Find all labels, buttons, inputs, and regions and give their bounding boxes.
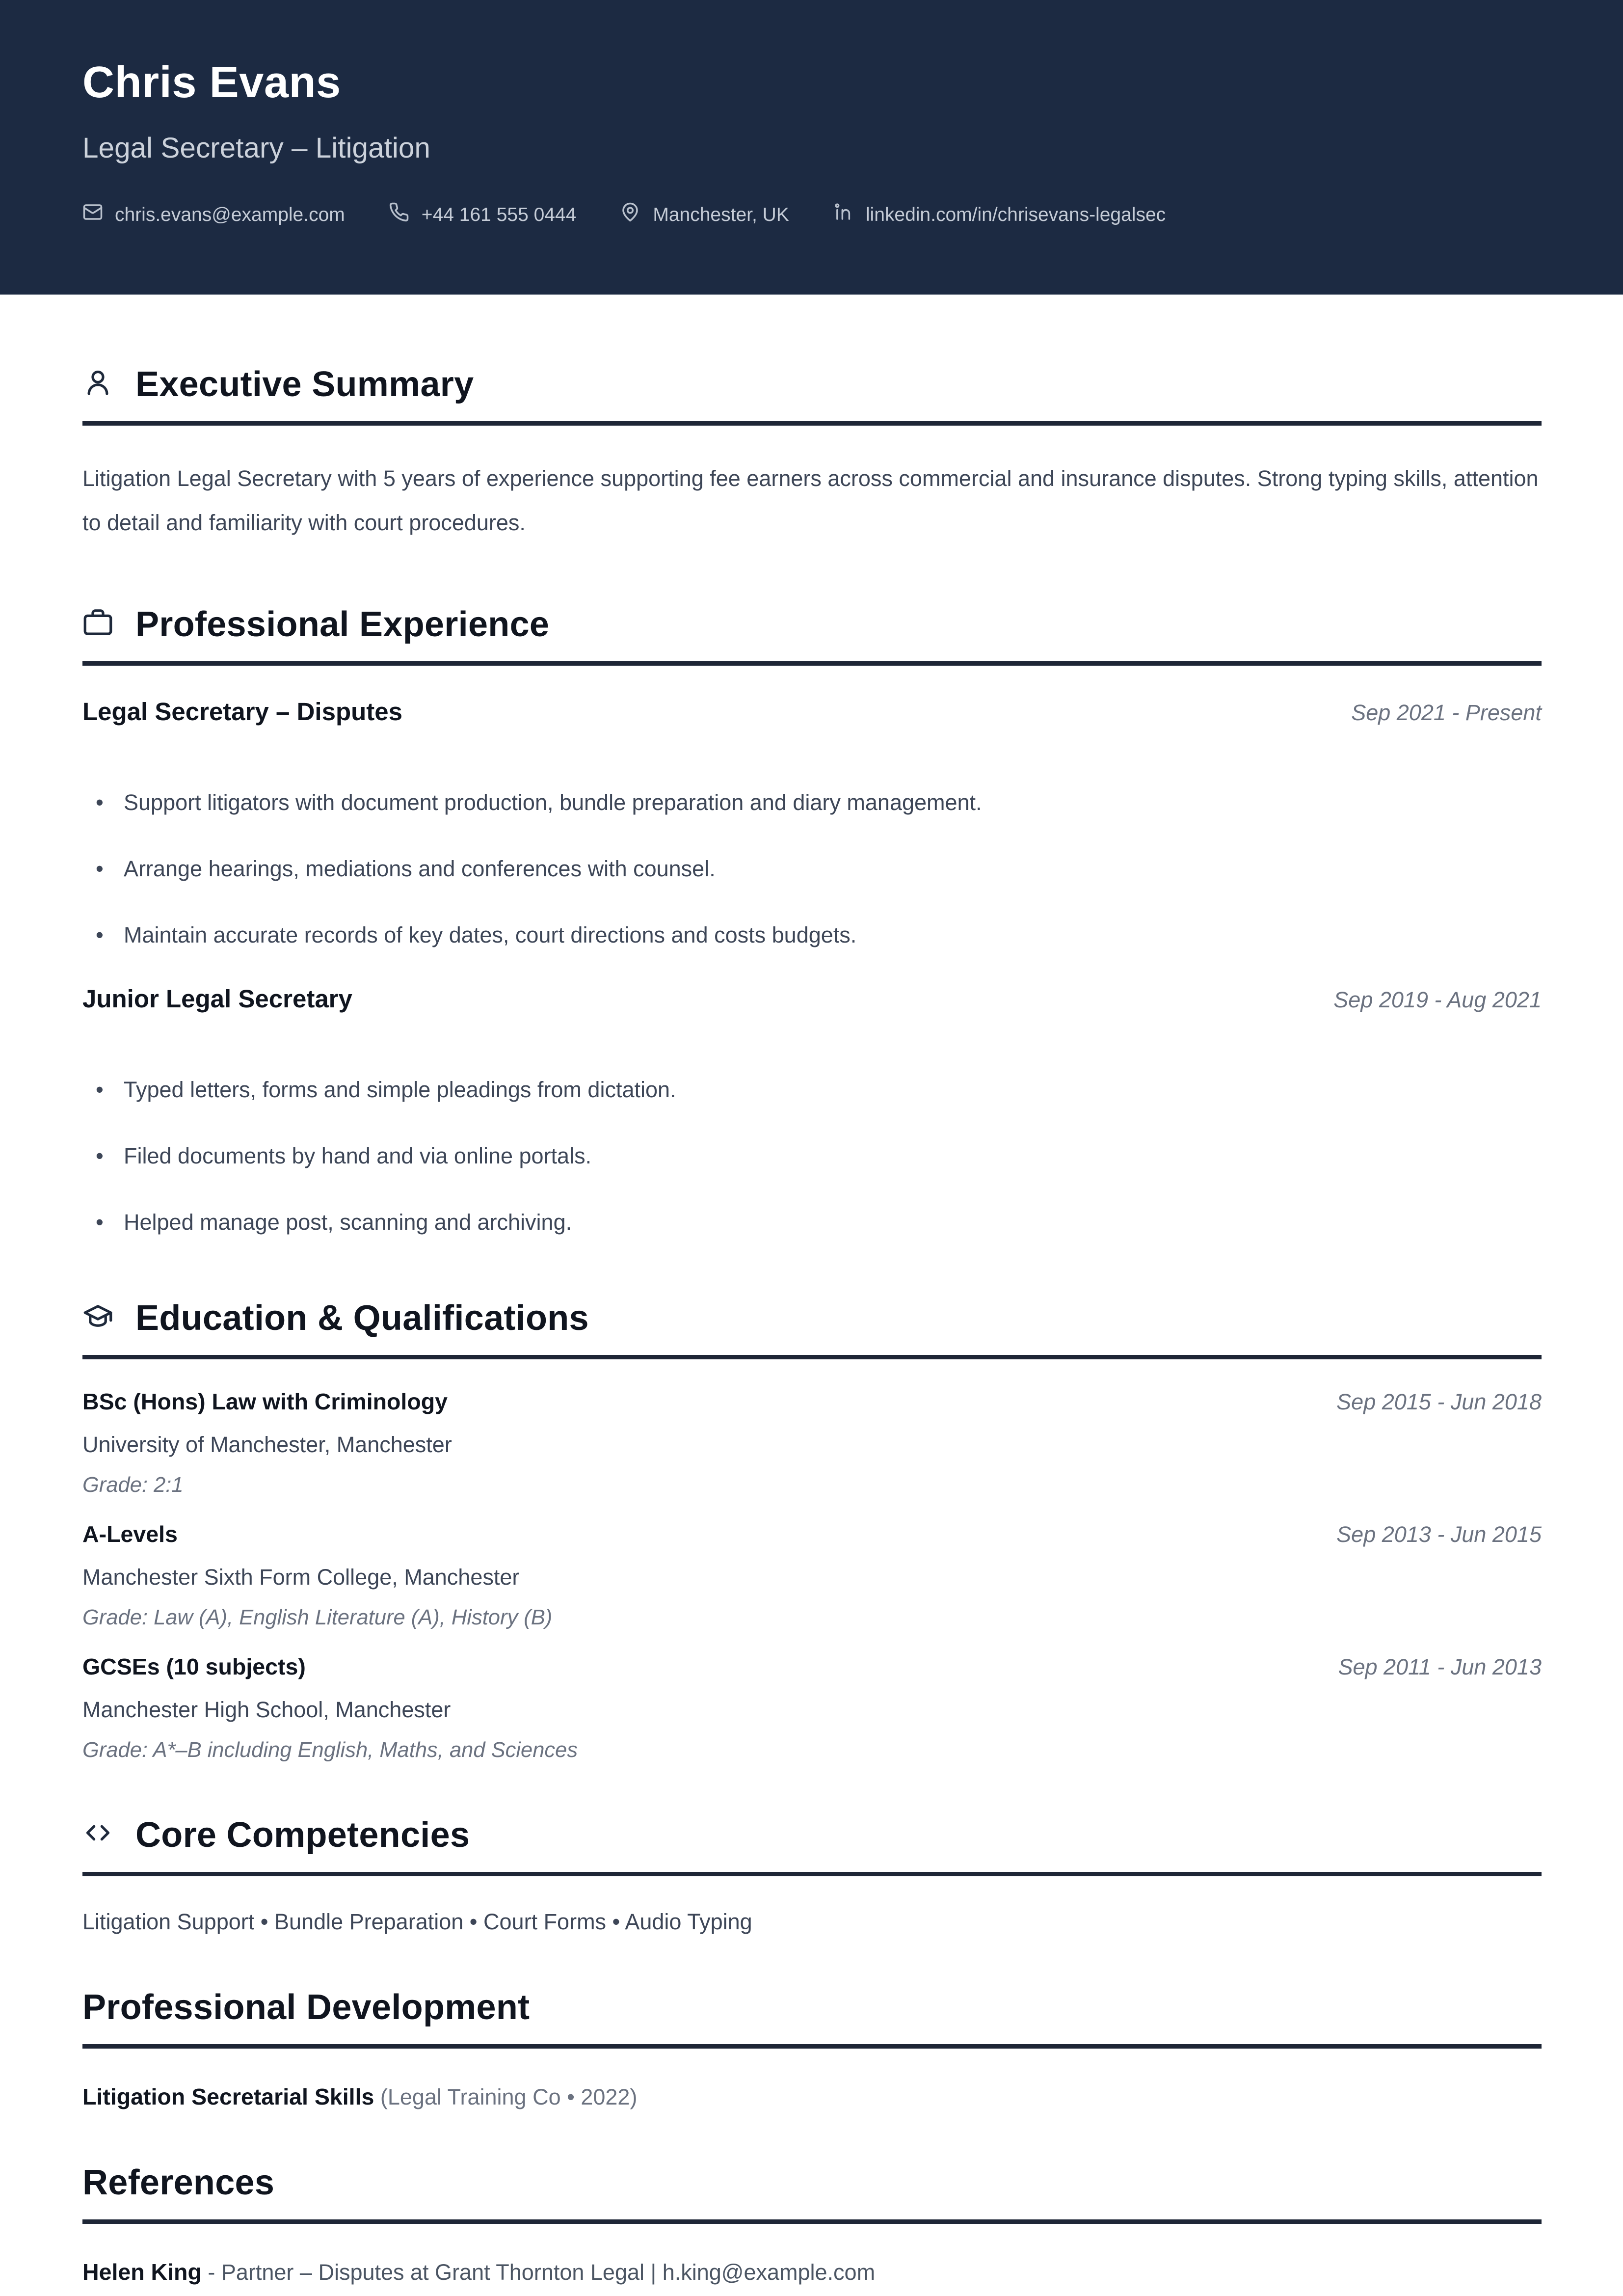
job-dates: Sep 2021 - Present <box>1351 701 1542 726</box>
education-header <box>82 1389 1542 1418</box>
cv-body <box>0 365 1623 2289</box>
development-entry <box>82 2084 1542 2113</box>
education-institution: University of Manchester, Manchester <box>82 1433 452 1458</box>
job-bullet: • Helped manage post, scanning and archiving. <box>82 1208 1542 1240</box>
section-rule <box>82 2044 1542 2049</box>
section-heading-row <box>82 1988 1542 2029</box>
education-institution: Manchester Sixth Form College, Manchester <box>82 1566 520 1591</box>
job-bullet: • Typed letters, forms and simple pleadings from dictation. <box>82 1075 1542 1107</box>
mail-icon <box>82 202 103 228</box>
education-entry <box>82 1389 1542 1501</box>
education-dates: Sep 2011 - Jun 2013 <box>1338 1655 1542 1680</box>
section-references <box>82 2163 1542 2289</box>
education-dates: Sep 2015 - Jun 2018 <box>1336 1390 1542 1415</box>
course-name: Litigation Secretarial Skills <box>82 2085 374 2110</box>
section-title: Executive Summary <box>135 365 474 405</box>
summary-text: Litigation Legal Secretary with 5 years of experience supporting fee earners across commercial and insurance disputes. Strong typing skills, attention to detail and familiarity with court procedures. <box>82 467 1539 536</box>
education-header <box>82 1654 1542 1683</box>
section-education <box>82 1299 1542 1766</box>
education-institution: Manchester High School, Manchester <box>82 1698 451 1723</box>
section-rule <box>82 1355 1542 1359</box>
job-bullet: • Filed documents by hand and via online portals. <box>82 1141 1542 1174</box>
section-title: Professional Development <box>82 1988 530 2028</box>
section-professional-experience <box>82 605 1542 1240</box>
job-bullet: • Maintain accurate records of key dates, court directions and costs budgets. <box>82 920 1542 953</box>
section-heading-row <box>82 1299 1542 1340</box>
section-title: Professional Experience <box>135 605 550 645</box>
education-degree: GCSEs (10 subjects) <box>82 1655 306 1680</box>
section-professional-development <box>82 1988 1542 2113</box>
education-dates: Sep 2013 - Jun 2015 <box>1336 1523 1542 1548</box>
person-name: Chris Evans <box>82 59 341 108</box>
reference-name: Helen King <box>82 2261 202 2286</box>
education-grade: Grade: Law (A), English Literature (A), History (B) <box>82 1607 553 1630</box>
job-header <box>82 698 1542 729</box>
contact-phone-text: +44 161 555 0444 <box>421 203 577 225</box>
section-heading-row <box>82 2163 1542 2205</box>
briefcase-icon <box>82 607 113 645</box>
course-detail: (Legal Training Co • 2022) <box>374 2085 638 2110</box>
job-bullet: • Arrange hearings, mediations and conferences with counsel. <box>82 854 1542 887</box>
job-entry <box>82 698 1542 953</box>
job-headline: Legal Secretary – Litigation <box>82 133 430 165</box>
location-icon <box>620 202 641 228</box>
education-entry <box>82 1654 1542 1766</box>
section-rule <box>82 421 1542 426</box>
section-rule <box>82 1872 1542 1876</box>
job-role: Junior Legal Secretary <box>82 985 352 1013</box>
contact-location <box>620 202 789 228</box>
job-entry <box>82 985 1542 1240</box>
section-title: References <box>82 2163 275 2203</box>
education-header <box>82 1521 1542 1551</box>
education-grade: Grade: 2:1 <box>82 1474 184 1498</box>
education-degree: A-Levels <box>82 1523 178 1548</box>
section-heading-row <box>82 1816 1542 1857</box>
skills-list: Litigation Support • Bundle Preparation • Court Forms • Audio Typing <box>82 1910 752 1935</box>
person-icon <box>82 367 113 405</box>
job-bullet: • Support litigators with document production, bundle preparation and diary management. <box>82 788 1542 820</box>
job-bullet-list <box>82 788 1542 953</box>
phone-icon <box>389 202 410 228</box>
contact-location-text: Manchester, UK <box>653 203 789 225</box>
section-title: Education & Qualifications <box>135 1299 589 1339</box>
section-rule <box>82 661 1542 666</box>
job-dates: Sep 2019 - Aug 2021 <box>1333 988 1542 1013</box>
reference-entry <box>82 2259 1542 2289</box>
cv-header <box>0 0 1623 295</box>
section-title: Core Competencies <box>135 1816 470 1856</box>
contact-email-text: chris.evans@example.com <box>115 203 345 225</box>
job-role: Legal Secretary – Disputes <box>82 698 402 726</box>
section-heading-row <box>82 365 1542 406</box>
linkedin-icon <box>833 202 854 228</box>
contact-row <box>82 202 1542 228</box>
section-core-competencies <box>82 1816 1542 1938</box>
contact-email <box>82 202 345 228</box>
education-degree: BSc (Hons) Law with Criminology <box>82 1390 448 1415</box>
education-grade: Grade: A*–B including English, Maths, and Sciences <box>82 1739 578 1763</box>
graduation-cap-icon <box>82 1300 113 1339</box>
section-rule <box>82 2219 1542 2224</box>
code-icon <box>82 1817 113 1856</box>
contact-linkedin <box>833 202 1166 228</box>
job-bullet-list <box>82 1075 1542 1240</box>
section-heading-row <box>82 605 1542 647</box>
reference-detail: - Partner – Disputes at Grant Thornton Legal | h.king@example.com <box>201 2261 876 2286</box>
section-executive-summary <box>82 365 1542 546</box>
education-entry <box>82 1521 1542 1633</box>
contact-phone <box>389 202 577 228</box>
job-header <box>82 985 1542 1016</box>
contact-linkedin-text: linkedin.com/in/chrisevans-legalsec <box>865 203 1166 225</box>
